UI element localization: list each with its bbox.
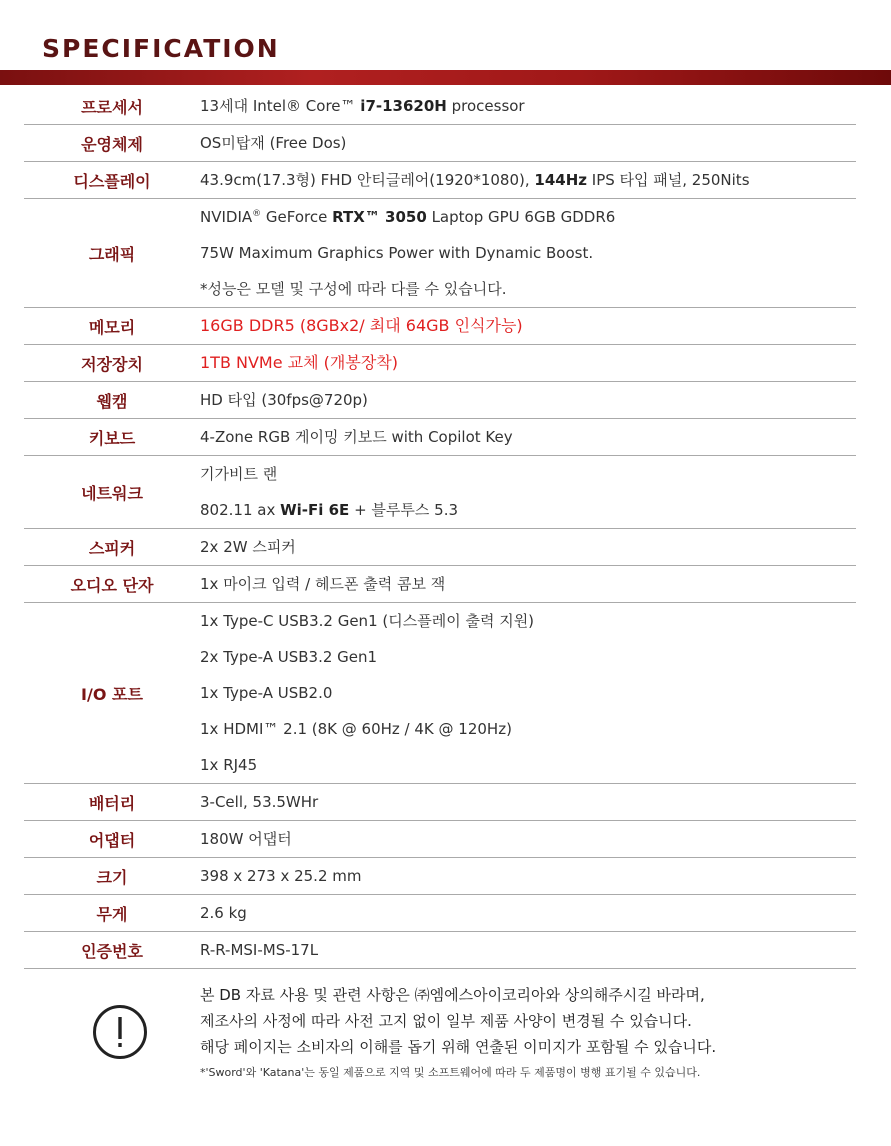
spec-value xyxy=(200,932,856,969)
spec-row xyxy=(24,529,856,566)
spec-row xyxy=(24,125,856,162)
spec-value-line xyxy=(200,747,856,783)
spec-value xyxy=(200,784,856,821)
spec-label: 프로세서 xyxy=(24,88,200,125)
spec-value-line xyxy=(200,566,856,602)
spec-label: 메모리 xyxy=(24,308,200,345)
spec-value xyxy=(200,419,856,456)
spec-value-strong: 144Hz xyxy=(534,171,587,189)
spec-value-line xyxy=(200,419,856,455)
spec-label: 디스플레이 xyxy=(24,162,200,199)
spec-label: 어댑터 xyxy=(24,821,200,858)
spec-value xyxy=(200,895,856,932)
spec-label: 네트워크 xyxy=(24,456,200,529)
spec-value-text: 기가비트 랜 xyxy=(200,465,278,483)
spec-row xyxy=(24,566,856,603)
spec-row xyxy=(24,895,856,932)
spec-row xyxy=(24,199,856,308)
spec-value-text: 1TB NVMe 교체 (개봉장착) xyxy=(200,353,398,372)
spec-value-text: + 블루투스 5.3 xyxy=(349,501,459,519)
spec-value-line xyxy=(200,529,856,565)
spec-value xyxy=(200,382,856,419)
spec-label: 그래픽 xyxy=(24,199,200,308)
header-divider-bar xyxy=(0,70,891,85)
exclamation-circle-icon xyxy=(92,1004,148,1060)
spec-value-text: 3-Cell, 53.5WHr xyxy=(200,793,319,811)
spec-row xyxy=(24,88,856,125)
spec-value-text: HD 타입 (30fps@720p) xyxy=(200,391,368,409)
spec-value xyxy=(200,345,856,382)
spec-label: 크기 xyxy=(24,858,200,895)
spec-value-line xyxy=(200,492,856,528)
page-heading: SPECIFICATION xyxy=(42,34,280,63)
spec-value-line xyxy=(200,784,856,820)
spec-value xyxy=(200,199,856,308)
spec-value xyxy=(200,308,856,345)
spec-label: 저장장치 xyxy=(24,345,200,382)
spec-value-text: processor xyxy=(446,97,525,115)
spec-value-line xyxy=(200,345,856,381)
notice-line: 제조사의 사정에 따라 사전 고지 없이 일부 제품 사양이 변경될 수 있습니다. xyxy=(200,1012,692,1030)
spec-value-text: 1x Type-A USB2.0 xyxy=(200,684,333,702)
spec-value-line xyxy=(200,88,856,124)
spec-value-line xyxy=(200,932,856,968)
notice-footnote: *'Sword'와 'Katana'는 동일 제품으로 지역 및 소프트웨어에 따라 두 제품명이 병행 표기될 수 있습니다. xyxy=(200,1066,701,1079)
spec-label: 무게 xyxy=(24,895,200,932)
spec-row xyxy=(24,419,856,456)
spec-value-text: 398 x 273 x 25.2 mm xyxy=(200,867,362,885)
spec-value-text: 13세대 Intel® Core™ xyxy=(200,97,361,115)
notice-block xyxy=(200,982,880,1084)
spec-value-text: Laptop GPU 6GB GDDR6 xyxy=(426,208,616,226)
spec-value-line xyxy=(200,162,856,198)
spec-value-line xyxy=(200,271,856,307)
spec-value-line xyxy=(200,125,856,161)
spec-value xyxy=(200,566,856,603)
spec-value xyxy=(200,125,856,162)
spec-value-strong: RTX™ 3050 xyxy=(332,208,427,226)
spec-label: 인증번호 xyxy=(24,932,200,969)
spec-row xyxy=(24,308,856,345)
spec-value-text: 2x 2W 스피커 xyxy=(200,538,296,556)
spec-value-text: 2x Type-A USB3.2 Gen1 xyxy=(200,648,378,666)
spec-value-line xyxy=(200,382,856,418)
spec-value-text: *성능은 모델 및 구성에 따라 다를 수 있습니다. xyxy=(200,280,507,298)
spec-row xyxy=(24,382,856,419)
spec-value-line xyxy=(200,675,856,711)
spec-value-text: 43.9cm(17.3형) FHD 안티글레어(1920*1080), xyxy=(200,171,535,189)
spec-value xyxy=(200,603,856,784)
spec-value-line xyxy=(200,199,856,235)
spec-row xyxy=(24,345,856,382)
spec-value xyxy=(200,858,856,895)
spec-value-text: 16GB DDR5 (8GBx2/ 최대 64GB 인식가능) xyxy=(200,316,523,335)
spec-value-line xyxy=(200,821,856,857)
spec-value-line xyxy=(200,858,856,894)
spec-row xyxy=(24,858,856,895)
spec-value-text: 180W 어댑터 xyxy=(200,830,292,848)
spec-value-line xyxy=(200,308,856,344)
spec-label: 오디오 단자 xyxy=(24,566,200,603)
spec-value-line xyxy=(200,235,856,271)
spec-value-line xyxy=(200,639,856,675)
spec-value-line xyxy=(200,603,856,639)
spec-value-text: 75W Maximum Graphics Power with Dynamic Boost. xyxy=(200,244,594,262)
spec-value-text: R-R-MSI-MS-17L xyxy=(200,941,319,959)
spec-value-text: OS미탑재 (Free Dos) xyxy=(200,134,347,152)
notice-line: 해당 페이지는 소비자의 이해를 돕기 위해 연출된 이미지가 포함될 수 있습니다. xyxy=(200,1038,717,1056)
spec-label: 운영체제 xyxy=(24,125,200,162)
spec-value-text: 1x RJ45 xyxy=(200,756,258,774)
spec-value xyxy=(200,88,856,125)
spec-label: 웹캠 xyxy=(24,382,200,419)
spec-value-line xyxy=(200,895,856,931)
spec-value-text: 4-Zone RGB 게이밍 키보드 with Copilot Key xyxy=(200,428,513,446)
spec-value-strong: i7-13620H xyxy=(360,97,447,115)
spec-value xyxy=(200,162,856,199)
spec-row xyxy=(24,603,856,784)
spec-value-text: 1x HDMI™ 2.1 (8K @ 60Hz / 4K @ 120Hz) xyxy=(200,720,512,738)
spec-value xyxy=(200,821,856,858)
spec-label: I/O 포트 xyxy=(24,603,200,784)
spec-value-line xyxy=(200,456,856,492)
spec-value-text: 802.11 ax xyxy=(200,501,281,519)
spec-label: 배터리 xyxy=(24,784,200,821)
notice-line: 본 DB 자료 사용 및 관련 사항은 ㈜엠에스아이코리아와 상의해주시길 바라며, xyxy=(200,986,705,1004)
spec-value xyxy=(200,529,856,566)
spec-value-text: NVIDIA xyxy=(200,208,253,226)
spec-value-text: 1x Type-C USB3.2 Gen1 (디스플레이 출력 지원) xyxy=(200,612,535,630)
spec-row xyxy=(24,932,856,969)
spec-value xyxy=(200,456,856,529)
spec-value-text: 2.6 kg xyxy=(200,904,247,922)
spec-value-strong: Wi-Fi 6E xyxy=(280,501,350,519)
spec-table-body xyxy=(24,88,856,969)
spec-label: 키보드 xyxy=(24,419,200,456)
spec-table xyxy=(24,88,856,969)
spec-value-text: ® xyxy=(252,209,262,219)
spec-label: 스피커 xyxy=(24,529,200,566)
spec-value-text: 1x 마이크 입력 / 헤드폰 출력 콤보 잭 xyxy=(200,575,446,593)
spec-value-text: GeForce xyxy=(261,208,333,226)
spec-row xyxy=(24,456,856,529)
spec-row xyxy=(24,162,856,199)
spec-value-line xyxy=(200,711,856,747)
spec-row xyxy=(24,821,856,858)
spec-value-text: IPS 타입 패널, 250Nits xyxy=(587,171,750,189)
spec-row xyxy=(24,784,856,821)
